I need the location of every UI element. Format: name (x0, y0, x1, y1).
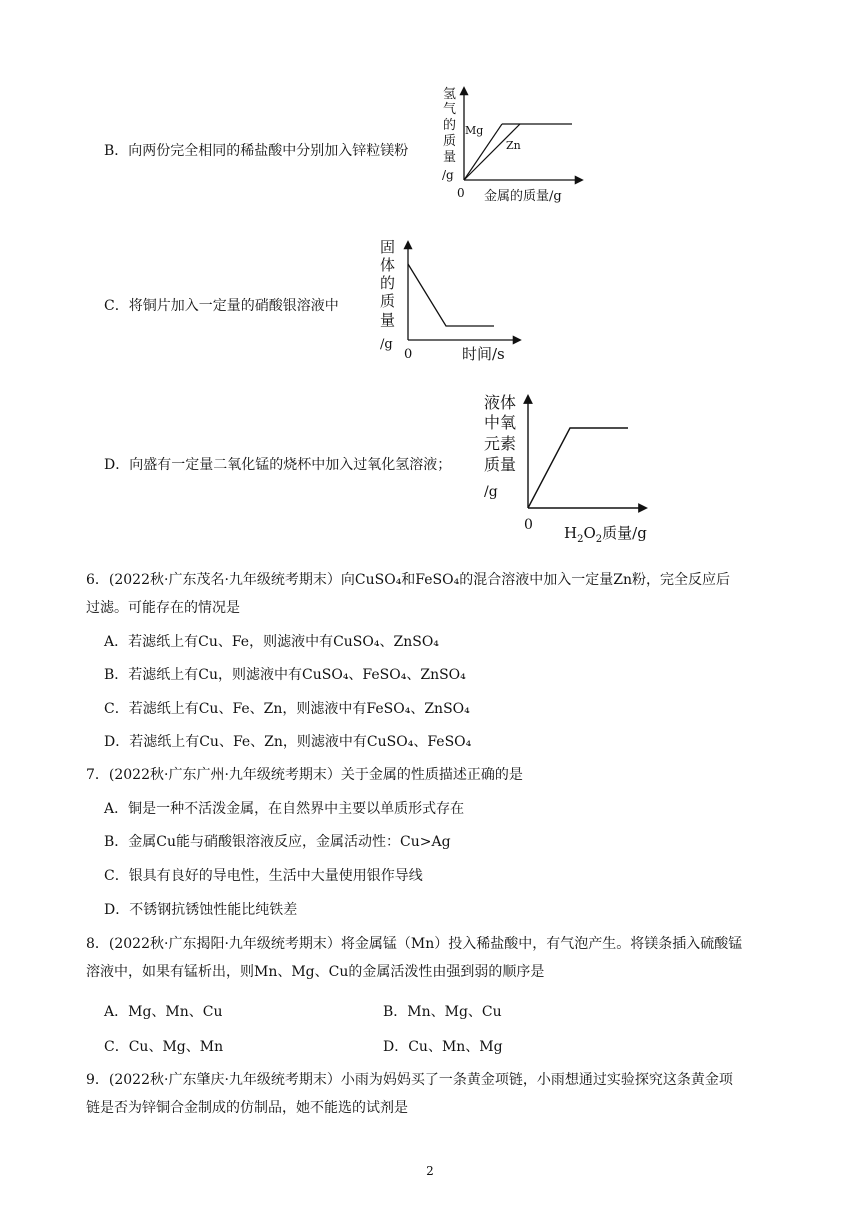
q8-stem-line2: 溶液中，如果有锰析出，则Mn、Mg、Cu的金属活泼性由强到弱的顺序是 (86, 964, 545, 980)
q8-option-c: C．Cu、Mg、Mn (104, 1039, 224, 1055)
graph-c-ylabel-5: /g (380, 337, 393, 352)
graph-b-origin: 0 (457, 186, 465, 200)
q7-option-d: D．不锈钢抗锈蚀性能比纯铁差 (104, 902, 298, 918)
q9-stem-line1: 9．(2022秋·广东肇庆·九年级统考期末）小雨为妈妈买了一条黄金项链，小雨想通过实验探究这条黄金项 (86, 1072, 733, 1088)
graph-c-ylabel-2: 的 (380, 274, 396, 292)
graph-b-ylabel-3: 质 (443, 134, 457, 149)
graph-c-ylabel-1: 体 (380, 256, 396, 274)
graph-c-xlabel: 时间/s (462, 345, 505, 363)
q7-option-a: A．铜是一种不活泼金属，在自然界中主要以单质形式存在 (104, 801, 465, 817)
q5-option-d: D．向盛有一定量二氧化锰的烧杯中加入过氧化氢溶液； (104, 457, 452, 473)
graph-b-xlabel: 金属的质量/g (484, 189, 562, 204)
graph-b (430, 80, 590, 208)
graph-c (370, 232, 530, 364)
graph-b-label-mg: Mg (465, 124, 484, 137)
graph-d-line (528, 428, 628, 508)
q5-option-c: C．将铜片加入一定量的硝酸银溶液中 (104, 298, 339, 314)
q7-option-c: C．银具有良好的导电性，生活中大量使用银作导线 (104, 868, 423, 884)
graph-b-ylabel-5: /g (442, 168, 454, 182)
graph-c-ylabel-4: 量 (380, 311, 396, 329)
graph-d-ylabel-4: /g (484, 484, 498, 500)
graph-c-origin: 0 (404, 347, 413, 362)
graph-c-ylabel-3: 质 (380, 292, 396, 310)
graph-b-ylabel-1: 气 (443, 102, 457, 117)
q6-option-d: D．若滤纸上有Cu、Fe、Zn，则滤液中有CuSO₄、FeSO₄ (104, 734, 472, 750)
q6-option-a: A．若滤纸上有Cu、Fe，则滤液中有CuSO₄、ZnSO₄ (104, 634, 439, 650)
graph-b-ylabel-2: 的 (443, 118, 457, 133)
q8-option-b: B．Mn、Mg、Cu (383, 1004, 502, 1020)
q6-stem-line2: 过滤。可能存在的情况是 (86, 600, 240, 616)
page-number: 2 (426, 1164, 434, 1178)
graph-b-ylabel-4: 量 (443, 150, 457, 165)
graph-d-ylabel-2: 元素 (484, 434, 517, 453)
q9-stem-line2: 链是否为锌铜合金制成的仿制品，她不能选的试剂是 (86, 1100, 408, 1116)
q5-option-b: B．向两份完全相同的稀盐酸中分别加入锌粒镁粉 (104, 143, 409, 159)
graph-d-ylabel-1: 中氧 (484, 413, 517, 432)
q6-option-b: B．若滤纸上有Cu，则滤液中有CuSO₄、FeSO₄、ZnSO₄ (104, 667, 466, 683)
graph-d (478, 388, 658, 546)
q8-option-a: A．Mg、Mn、Cu (104, 1004, 223, 1020)
graph-d-origin: 0 (524, 517, 533, 533)
q8-stem-line1: 8．(2022秋·广东揭阳·九年级统考期末）将金属锰（Mn）投入稀盐酸中，有气泡产生。将镁条插入硫酸锰 (86, 936, 743, 952)
graph-c-ylabel-0: 固 (380, 238, 396, 256)
q7-option-b: B．金属Cu能与硝酸银溶液反应，金属活动性：Cu>Ag (104, 834, 451, 850)
q8-option-d: D．Cu、Mn、Mg (383, 1039, 503, 1055)
graph-d-xlabel: $H_2O_2$质量/g (564, 524, 647, 545)
graph-c-line (408, 264, 494, 326)
graph-b-label-zn: Zn (506, 139, 521, 152)
q7-stem: 7．(2022秋·广东广州·九年级统考期末）关于金属的性质描述正确的是 (86, 767, 523, 783)
graph-d-ylabel-3: 质量 (484, 455, 517, 474)
q6-stem-line1: 6．(2022秋·广东茂名·九年级统考期末）向CuSO₄和FeSO₄的混合溶液中加入一定量Zn粉，完全反应后 (86, 572, 730, 588)
graph-d-ylabel-0: 液体 (484, 393, 517, 412)
graph-b-ylabel-0: 氢 (443, 87, 457, 102)
q6-option-c: C．若滤纸上有Cu、Fe、Zn，则滤液中有FeSO₄、ZnSO₄ (104, 701, 470, 717)
